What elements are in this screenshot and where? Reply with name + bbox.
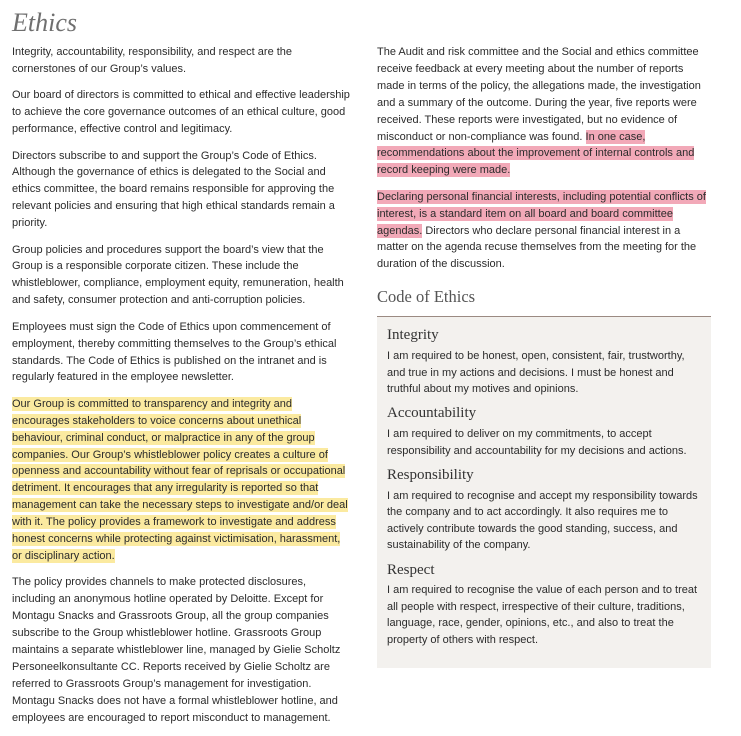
paragraph: Integrity, accountability, responsibility, and respect are the cornerstones of our Group’s values. bbox=[12, 46, 293, 75]
pink-highlight: In one case, recommendations about the improvement of internal controls and record keeping were made. bbox=[377, 130, 695, 177]
value-text-integrity: I am required to be honest, open, consistent, fair, trustworthy, and true in my actions and decisions. I must be honest and truthful about my motives and opinions. bbox=[387, 350, 685, 395]
pink-highlight: Declaring personal financial interests, including potential conflicts of interest, is a standard item on all board and board committee agendas. bbox=[377, 190, 706, 237]
yellow-highlight: Our Group is committed to transparency and integrity and encourages stakeholders to voice concerns about unethical behaviour, criminal conduct, or malpractice in any of the group companies. Our Group’s whistleblower policy creates a culture of openness and accountability without fear of reprisals or occupational detriment. It encourages that any irregularity is reported so that management can take the necessary steps to investigate and/or deal with it. The policy provides a framework to investigate and address honest concerns while protecting against victimisation, harassment, or disciplinary action. bbox=[12, 397, 348, 562]
left-column bbox=[12, 44, 352, 736]
value-text-accountability: I am required to deliver on my commitments, to accept responsibility and accountability for my decisions and actions. bbox=[387, 428, 687, 457]
paragraph: Group policies and procedures support the board’s view that the Group is a responsible corporate citizen. These include the whistleblower, compliance, employment equity, remuneration, health and safety, consumer protection and anti-corruption policies. bbox=[12, 243, 344, 307]
paragraph bbox=[377, 189, 711, 274]
value-text-responsibility: I am required to recognise and accept my responsibility towards the company and to act accordingly. It also requires me to actively contribute towards the good standing, success, and sustainability of the company. bbox=[387, 489, 698, 552]
value-heading-integrity: Integrity bbox=[387, 327, 439, 344]
page-title: Ethics bbox=[12, 8, 77, 37]
value-text-respect: I am required to recognise the value of each person and to treat all people with respect, irrespective of their culture, traditions, language, race, gender, opinions, etc., and also to treat the property of others with respect. bbox=[387, 584, 698, 646]
paragraph: Directors subscribe to and support the Group’s Code of Ethics. Although the governance of ethics is delegated to the Social and ethics committee, the board remains responsible for approving the relevant policies and ensuring that high ethical standards remain a priority. bbox=[12, 149, 335, 230]
paragraph: The policy provides channels to make protected disclosures, including an anonymous hotline operated by Deloitte. Except for Montagu Snacks and Grassroots Group, all the group companies subscribe to the Group whistleblower hotline. Grassroots Group maintains a separate whistleblower line, managed by Gielie Scholtz Personeelkonsultante CC. Reports received by Gielie Scholtz are referred to Grassroots Group’s management for investigation. Montagu Snacks does not have a formal whistleblower hotline, and employees are encouraged to report misconduct to management. bbox=[12, 576, 341, 724]
paragraph: Our board of directors is committed to ethical and effective leadership to achieve the core governance outcomes of an ethical culture, good performance, effective control and legitimacy. bbox=[12, 89, 350, 136]
right-column bbox=[377, 44, 711, 668]
code-of-ethics-box bbox=[377, 317, 711, 668]
highlighted-paragraph bbox=[12, 396, 352, 565]
paragraph: Employees must sign the Code of Ethics upon commencement of employment, thereby committing themselves to the Group’s ethical standards. The Code of Ethics is published on the intranet and is regularly featured in the employee newsletter. bbox=[12, 320, 337, 384]
value-heading-accountability: Accountability bbox=[387, 405, 477, 422]
value-heading-respect: Respect bbox=[387, 561, 435, 578]
paragraph bbox=[377, 44, 711, 179]
paragraph-text: The Audit and risk committee and the Social and ethics committee receive feedback at every meeting about the number of reports made in terms of the policy, the allegations made, the investigation and a summary of the outcome. During the year, five reports were received. These reports were investigated, but no evidence of misconduct or non-compliance was found. bbox=[377, 46, 701, 143]
value-heading-responsibility: Responsibility bbox=[387, 467, 474, 484]
paragraph-text: Directors who declare personal financial interest in a matter on the agenda recuse themselves from the meeting for the duration of the discussion. bbox=[377, 224, 697, 271]
code-of-ethics-title: Code of Ethics bbox=[377, 287, 476, 307]
